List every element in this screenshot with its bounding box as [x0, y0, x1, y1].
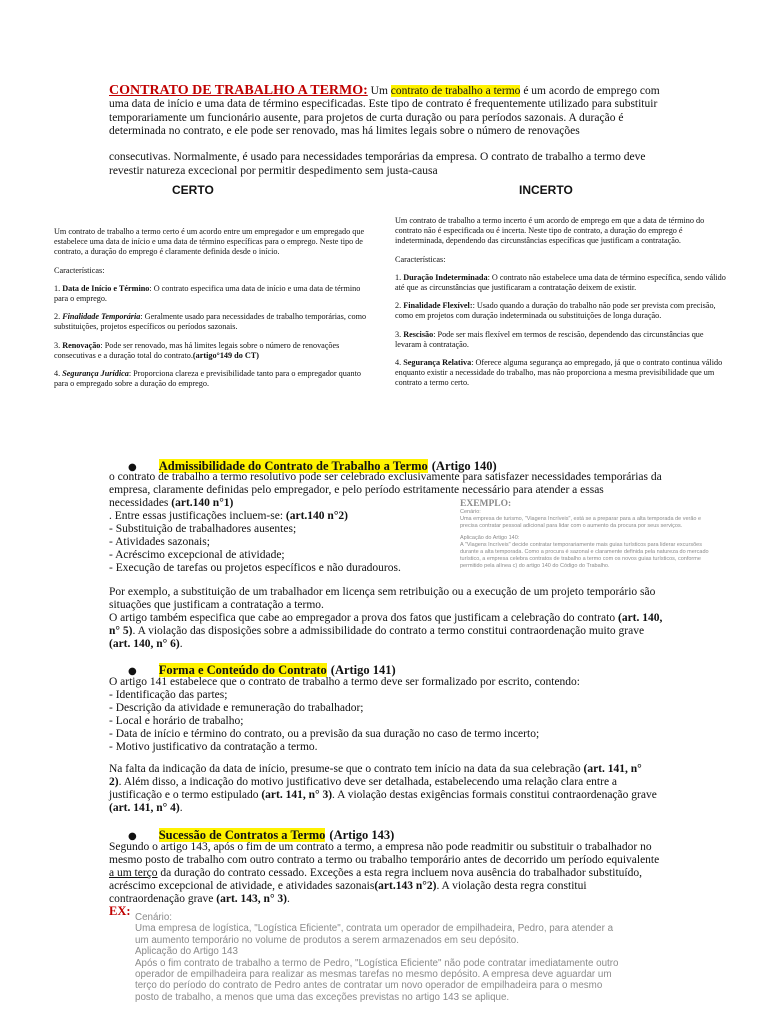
- text: da duração do contrato cessado. Exceções a esta regra incluem nova ausência do trabalhador substituído, acréscimo excepcional de atividade, e atividades sazonais: [109, 867, 642, 892]
- list-item: - Data de início e término do contrato, ou a previsão da sua duração no caso de termo incerto;: [109, 728, 540, 740]
- item-text: : Pode ser renovado, mas há limites legais sobre o número de renovações consecutivas e a duração total do contrato.: [54, 340, 340, 360]
- item-text: : Proporciona clareza e previsibilidade tanto para o empregador quanto para o empregado sobre a duração do emprego.: [54, 369, 361, 389]
- item-text: : Geralmente usado para necessidades de trabalho temporárias, como substituições, projetos específicos ou períodos sazonais.: [54, 312, 367, 332]
- ref: (art.140 n°2): [285, 510, 349, 522]
- item-number: 3.: [395, 329, 404, 339]
- item-number: 1.: [395, 272, 404, 282]
- text: .: [179, 638, 183, 650]
- text: . A violação das disposições sobre a admissibilidade do contrato a termo constitui contraordenação muito grave: [132, 625, 645, 637]
- exemplo-box: [460, 499, 720, 570]
- item-text: : Pode ser mais flexível em termos de rescisão, dependendo das circunstâncias que levaram à contratação.: [395, 329, 704, 349]
- text: . Entre essas justificações incluem-se:: [109, 510, 286, 522]
- forma-p2: [109, 763, 657, 815]
- forma-article: (Artigo 141): [330, 663, 396, 677]
- text: O artigo também especifica que cabe ao empregador a prova dos fatos que justificam a celebração do contrato: [109, 612, 618, 624]
- certo-item-2: [54, 312, 368, 332]
- certo-heading: CERTO: [172, 183, 214, 197]
- admissibilidade-article: (Artigo 140): [431, 459, 497, 473]
- sucessao-article: (Artigo 143): [329, 828, 395, 842]
- intro-text: é um acordo de emprego com uma data de início e uma data de término especificadas. Este tipo de contrato é frequentemente utilizado para substituir temporariamente um funcionário ausente, para projetos de curta duração ou para períodos sazonais. A duração é determinada no contrato, e ele pode ser renovado, mas há limites legais sobre o número de renovações: [109, 85, 660, 137]
- ref: (art.140 n°1): [171, 497, 234, 509]
- sucessao-p1: [109, 841, 665, 906]
- text: . A violação destas exigências formais constitui contraordenação grave: [332, 789, 657, 801]
- incerto-clip: [395, 216, 726, 436]
- ref: (art. 141, n° 3): [261, 789, 333, 801]
- item-term: Segurança Jurídica: [62, 369, 129, 379]
- admissibilidade-title: Admissibilidade do Contrato de Trabalho a Termo: [158, 459, 428, 473]
- forma-title: Forma e Conteúdo do Contrato: [158, 663, 327, 677]
- intro-paragraph-2: consecutivas. Normalmente, é usado para necessidades temporárias da empresa. O contrato de trabalho a termo deve revestir natureza excecional por permitir despedimento sem justa-causa: [109, 151, 646, 177]
- item-term: Segurança Relativa: [403, 358, 472, 368]
- certo-item-4: [54, 369, 368, 389]
- exemplo-aplicacao: Aplicação do Artigo 140:: [460, 535, 520, 541]
- list-intro: [109, 510, 449, 523]
- item-number: 1.: [54, 283, 63, 293]
- list-item: - Identificação das partes;: [109, 689, 228, 701]
- item-text: : Oferece alguma segurança ao empregado, já que o contrato continua válido enquanto existir a necessidade do trabalho, mas não proporciona a mesma previsibilidade que um contrato a termo certo.: [395, 358, 723, 388]
- sucessao-cenario-text: Uma empresa de logística, "Logística Eficiente", contrata um operador de empilhadeira, Pedro, para atender a um aumento temporário no volume de produtos a serem armazenados em seu depósito.: [135, 923, 614, 946]
- certo-item-3: [54, 341, 368, 361]
- certo-item-1: [54, 284, 368, 304]
- certo-column: [54, 227, 368, 397]
- exemplo-cenario-text: Uma empresa de turismo, "Viagens Incríveis", está se a preparar para a alta temporada de verão e precisa contratar pessoal adicional para lidar com o aumento da procura por seus serviços.: [460, 516, 702, 529]
- bullet-icon: ●: [128, 666, 137, 677]
- forma-p1: O artigo 141 estabelece que o contrato de trabalho a termo deve ser formalizado por escrito, contendo:: [109, 676, 580, 688]
- intro-um: Um: [370, 85, 388, 97]
- list-item: - Descrição da atividade e remuneração do trabalhador;: [109, 702, 364, 714]
- item-number: 3.: [54, 340, 63, 350]
- item-term: Rescisão: [403, 329, 434, 339]
- admissibilidade-p2: Por exemplo, a substituição de um trabalhador em licença sem retribuição ou a execução de um projeto temporário são situações que justificam a contratação a termo.: [109, 586, 656, 611]
- item-number: 4.: [395, 358, 404, 368]
- list-item: - Atividades sazonais;: [109, 536, 210, 548]
- intro-paragraph: [109, 84, 669, 138]
- incerto-item-2: [395, 301, 726, 321]
- sucessao-aplicacao: Aplicação do Artigo 143: [135, 946, 238, 958]
- incerto-item-3: [395, 330, 726, 350]
- forma-list: [109, 676, 665, 754]
- text: .: [287, 893, 290, 905]
- certo-intro: Um contrato de trabalho a termo certo é um acordo entre um empregador e um empregado que estabelece uma data de início e uma data de término específicas para o emprego. Neste tipo de contrato, a duração do emprego é claramente definida desde o início.: [54, 227, 365, 257]
- text: o contrato de trabalho a termo resolutivo pode ser celebrado exclusivamente para satisfazer necessidades temporárias da empresa, claramente definidas pelo empregador, e pelo período estritamente necessário para atender a essas necessidades: [109, 471, 662, 509]
- item-text: : Usado quando a duração do trabalho não pode ser prevista com precisão, como em projetos com duração indeterminada ou substituições de longa duração.: [395, 301, 716, 321]
- list-item: - Substituição de trabalhadores ausentes;: [109, 523, 297, 535]
- list-item: - Local e horário de trabalho;: [109, 715, 244, 727]
- bullet-icon: ●: [128, 831, 137, 842]
- item-number: 2.: [395, 301, 404, 311]
- ref: (art. 141, n° 4): [109, 802, 180, 814]
- text: .: [179, 802, 183, 814]
- text: . A violação desta regra constitui contraordenação grave: [109, 880, 587, 905]
- underlined-text: a um terço: [109, 867, 158, 879]
- item-term: Data de Início e Término: [62, 283, 150, 293]
- main-title: CONTRATO DE TRABALHO A TERMO:: [109, 83, 368, 98]
- ex-label: EX:: [109, 904, 131, 918]
- list-item: - Motivo justificativo da contratação a termo.: [109, 741, 318, 753]
- item-term: Duração Indeterminada: [403, 272, 488, 282]
- exemplo-cenario: Cenário:: [460, 509, 481, 515]
- item-term: Finalidade Flexível:: [403, 301, 473, 311]
- item-term: Renovação: [62, 340, 101, 350]
- exemplo-label: EXEMPLO:: [460, 499, 512, 509]
- item-ref: (artigo°149 do CT): [192, 350, 259, 360]
- incerto-intro: Um contrato de trabalho a termo incerto é um acordo de emprego em que a data de término do contrato não é especificada ou é incerta. Neste tipo de contrato, a duração do emprego é indeterminada, dependendo das circunstâncias específicas que justificam a contratação.: [395, 216, 705, 246]
- ref: (art. 140, n° 5): [109, 612, 663, 637]
- item-number: 2.: [54, 312, 63, 322]
- incerto-item-4: [395, 358, 726, 389]
- exemplo-aplicacao-text: A "Viagens Incríveis" decide contratar temporariamente mais guias turísticos para liderar excursões durante a alta temporada. Como a procura é sazonal e claramente definida pela natureza do mercado turístico, a empresa celebra contratos de trabalho a termo com os novos guias turísticos, conforme permitido pela alínea c) do artigo 140 do Código do Trabalho.: [460, 542, 709, 569]
- admissibilidade-list: [109, 510, 449, 575]
- text: . Além disso, a indicação do motivo justificativo deve ser detalhada, estabelecendo uma relação clara entre a justificação e o termo estipulado: [109, 776, 618, 801]
- incerto-caracteristicas: Características:: [395, 254, 446, 264]
- intro-highlight: contrato de trabalho a termo: [390, 85, 521, 97]
- ref: (art.143 n°2): [374, 880, 437, 892]
- sucessao-aplicacao-text: Após o fim contrato de trabalho a termo de Pedro, "Logística Eficiente" não pode contratar imediatamente outro operador de empilhadeira para realizar as mesmas tarefas no mesmo depósito. A empresa deve aguardar um terço do período do contrato de Pedro antes de contratar um novo operador de empilhadeira para o mesmo posto de trabalho, a menos que uma das exceções previstas no artigo 143 se aplique.: [135, 957, 619, 1003]
- sucessao-cenario: Cenário:: [135, 912, 173, 923]
- incerto-item-1: [395, 273, 726, 293]
- item-term: Finalidade Temporária: [62, 312, 141, 322]
- sucessao-title: Sucessão de Contratos a Termo: [158, 828, 326, 842]
- item-text: : O contrato especifica uma data de início e uma data de término para o emprego.: [54, 283, 361, 304]
- admissibilidade-p3: [109, 612, 665, 651]
- ref: (art. 141, n° 2): [109, 763, 642, 788]
- incerto-heading: INCERTO: [519, 183, 573, 197]
- ref: (art. 143, n° 3): [216, 893, 287, 905]
- incerto-column: [395, 216, 726, 389]
- text: Segundo o artigo 143, após o fim de um contrato a termo, a empresa não pode readmitir ou substituir o trabalhador no mesmo posto de trabalho com outro contrato a termo ou trabalho temporário antes de decorrido um período equivalente: [109, 841, 660, 866]
- item-number: 4.: [54, 369, 63, 379]
- list-item: - Acréscimo excepcional de atividade;: [109, 549, 285, 561]
- ref: (art. 140, n° 6): [109, 638, 180, 650]
- item-text: : O contrato não estabelece uma data de término específica, sendo válido até que as circunstâncias que justificaram a contratação deixem de existir.: [395, 272, 726, 293]
- certo-caracteristicas: Características:: [54, 265, 105, 275]
- sucessao-example: [135, 912, 625, 1003]
- text: Na falta da indicação da data de início, presume-se que o contrato tem início na data da sua celebração: [109, 763, 584, 775]
- list-item: - Execução de tarefas ou projetos específicos e não duradouros.: [109, 562, 401, 574]
- bullet-icon: ●: [128, 462, 137, 473]
